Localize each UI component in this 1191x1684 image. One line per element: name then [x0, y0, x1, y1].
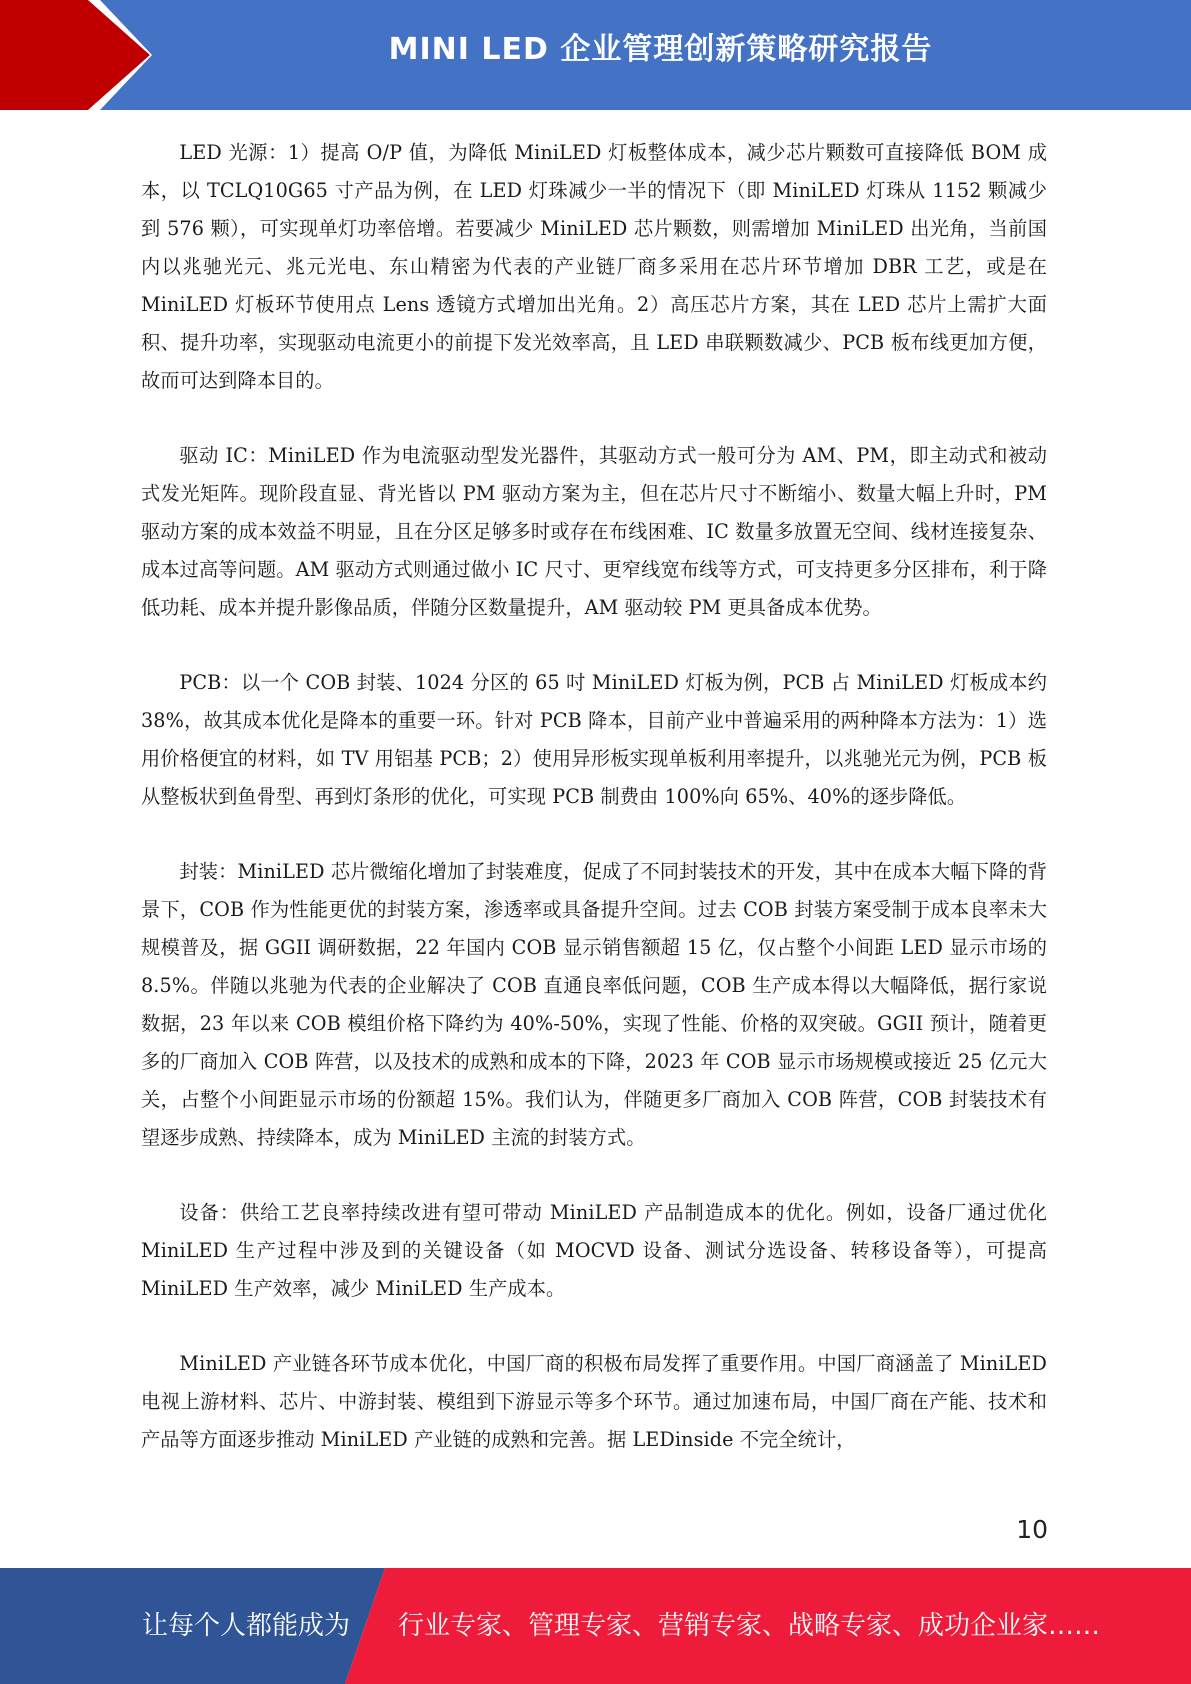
paragraph-driver-ic: 驱动 IC：MiniLED 作为电流驱动型发光器件，其驱动方式一般可分为 AM、PM，即主动式和被动式发光矩阵。现阶段直显、背光皆以 PM 驱动方案为主，但在芯片尺寸不断缩小、数量大幅上升时，PM 驱动方案的成本效益不明显，且在分区足够多时或存在布线困难、IC 数量多放置无空间、线材连接复杂、成本过高等问题。AM 驱动方式则通过做小 IC 尺寸、更窄线宽布线等方式，可支持更多分区排布，利于降低功耗、成本并提升影像品质，伴随分区数量提升，AM 驱动较 PM 更具备成本优势。 — [141, 444, 1047, 619]
page-number: 10 — [1016, 1515, 1048, 1544]
paragraph-packaging: 封装：MiniLED 芯片微缩化增加了封装难度，促成了不同封装技术的开发，其中在成本大幅下降的背景下，COB 作为性能更优的封装方案，渗透率或具备提升空间。过去 COB 封装方案受制于成本良率未大规模普及，据 GGII 调研数据，22 年国内 COB 显示销售额超 15 亿，仅占整个小间距 LED 显示市场的 8.5%。伴随以兆驰为代表的企业解决了 COB 直通良率低问题，COB 生产成本得以大幅降低，据行家说数据，23 年以来 COB 模组价格下降约为 40%-50%，实现了性能、价格的双突破。GGII 预计，随着更多的厂商加入 COB 阵营，以及技术的成熟和成本的下降，2023 年 COB 显示市场规模或接近 25 亿元大关，占整个小间距显示市场的份额超 15%。我们认为，伴随更多厂商加入 COB 阵营，COB 封装技术有望逐步成熟、持续降本，成为 MiniLED 主流的封装方式。 — [141, 860, 1047, 1149]
document-body — [141, 134, 1047, 1496]
header-chevron-decoration — [0, 0, 160, 110]
paragraph-equipment: 设备：供给工艺良率持续改进有望可带动 MiniLED 产品制造成本的优化。例如，设备厂通过优化 MiniLED 生产过程中涉及到的关键设备（如 MOCVD 设备、测试分选设备、转移设备等），可提高 MiniLED 生产效率，减少 MiniLED 生产成本。 — [141, 1201, 1047, 1300]
report-title: MINI LED 企业管理创新策略研究报告 — [388, 32, 933, 67]
footer-slogan-left: 让每个人都能成为 — [142, 1611, 351, 1641]
paragraph-china-vendors: MiniLED 产业链各环节成本优化，中国厂商的积极布局发挥了重要作用。中国厂商涵盖了 MiniLED 电视上游材料、芯片、中游封装、模组到下游显示等多个环节。通过加速布局，中国厂商在产能、技术和产品等方面逐步推动 MiniLED 产业链的成熟和完善。据 LEDinside 不完全统计， — [141, 1352, 1047, 1451]
page-header — [0, 0, 1191, 110]
page-footer — [0, 1568, 1191, 1684]
paragraph-pcb: PCB：以一个 COB 封装、1024 分区的 65 吋 MiniLED 灯板为例，PCB 占 MiniLED 灯板成本约 38%，故其成本优化是降本的重要一环。针对 PCB 降本，目前产业中普遍采用的两种降本方法为：1）选用价格便宜的材料，如 TV 用铝基 PCB；2）使用异形板实现单板利用率提升，以兆驰光元为例，PCB 板从整板状到鱼骨型、再到灯条形的优化，可实现 PCB 制费由 100%向 65%、40%的逐步降低。 — [141, 671, 1047, 808]
footer-slogan-right: 行业专家、管理专家、营销专家、战略专家、成功企业家…… — [398, 1611, 1101, 1641]
paragraph-led-light-source: LED 光源：1）提高 O/P 值，为降低 MiniLED 灯板整体成本，减少芯片颗数可直接降低 BOM 成本，以 TCLQ10G65 寸产品为例，在 LED 灯珠减少一半的情况下（即 MiniLED 灯珠从 1152 颗减少到 576 颗），可实现单灯功率倍增。若要减少 MiniLED 芯片颗数，则需增加 MiniLED 出光角，当前国内以兆驰光元、兆元光电、东山精密为代表的产业链厂商多采用在芯片环节增加 DBR 工艺，或是在 MiniLED 灯板环节使用点 Lens 透镜方式增加出光角。2）高压芯片方案，其在 LED 芯片上需扩大面积、提升功率，实现驱动电流更小的前提下发光效率高，且 LED 串联颗数减少、PCB 板布线更加方便，故而可达到降本目的。 — [141, 141, 1047, 392]
